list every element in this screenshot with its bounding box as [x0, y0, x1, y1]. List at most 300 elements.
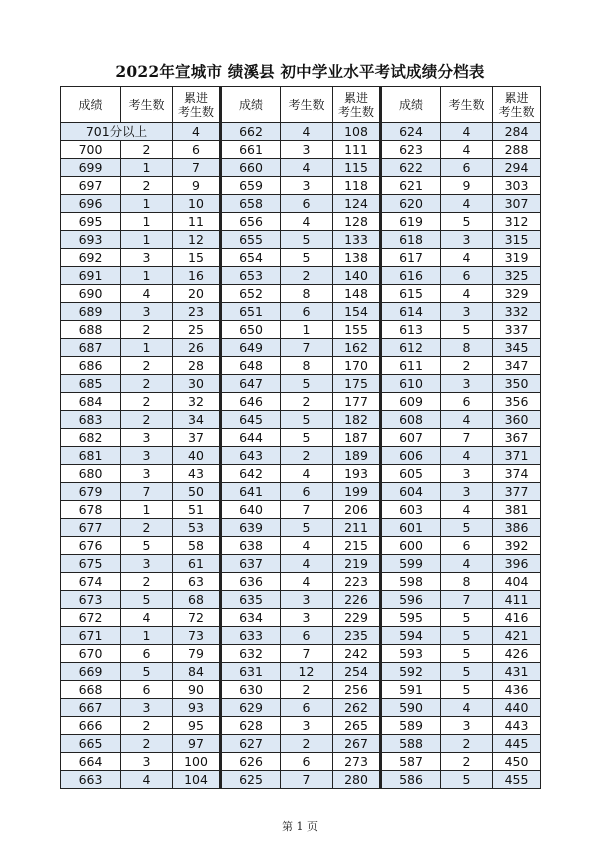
count-cell: 2 — [121, 375, 173, 393]
cumulative-cell: 411 — [493, 591, 541, 609]
cumulative-cell: 315 — [493, 231, 541, 249]
score-cell: 588 — [381, 735, 441, 753]
score-distribution-table — [60, 86, 541, 789]
cumulative-cell: 303 — [493, 177, 541, 195]
score-cell: 675 — [61, 555, 121, 573]
count-cell: 3 — [121, 249, 173, 267]
cumulative-cell: 63 — [173, 573, 221, 591]
cumulative-cell: 284 — [493, 123, 541, 141]
table-row — [61, 447, 541, 465]
cumulative-cell: 15 — [173, 249, 221, 267]
score-cell: 592 — [381, 663, 441, 681]
score-cell: 594 — [381, 627, 441, 645]
cumulative-cell: 307 — [493, 195, 541, 213]
score-cell: 599 — [381, 555, 441, 573]
header-score: 成绩 — [381, 87, 441, 123]
table-row — [61, 393, 541, 411]
score-cell: 661 — [221, 141, 281, 159]
table-row — [61, 555, 541, 573]
table-row — [61, 771, 541, 789]
page-number: 第 1 页 — [282, 820, 318, 833]
score-cell: 680 — [61, 465, 121, 483]
cumulative-cell: 100 — [173, 753, 221, 771]
count-cell: 3 — [441, 375, 493, 393]
count-cell: 4 — [281, 465, 333, 483]
count-cell: 4 — [121, 609, 173, 627]
score-cell: 696 — [61, 195, 121, 213]
table-row — [61, 465, 541, 483]
cumulative-cell: 34 — [173, 411, 221, 429]
score-cell: 671 — [61, 627, 121, 645]
count-cell: 4 — [441, 285, 493, 303]
score-cell: 679 — [61, 483, 121, 501]
score-cell: 655 — [221, 231, 281, 249]
cumulative-cell: 294 — [493, 159, 541, 177]
score-cell: 600 — [381, 537, 441, 555]
count-cell: 2 — [281, 735, 333, 753]
cumulative-cell: 111 — [333, 141, 381, 159]
score-cell: 682 — [61, 429, 121, 447]
score-cell: 625 — [221, 771, 281, 789]
cumulative-cell: 23 — [173, 303, 221, 321]
count-cell: 7 — [441, 429, 493, 447]
score-cell: 690 — [61, 285, 121, 303]
score-cell: 654 — [221, 249, 281, 267]
table-row — [61, 609, 541, 627]
score-cell: 621 — [381, 177, 441, 195]
score-cell: 617 — [381, 249, 441, 267]
count-cell: 3 — [281, 177, 333, 195]
table-row — [61, 753, 541, 771]
score-cell: 673 — [61, 591, 121, 609]
table-row — [61, 483, 541, 501]
header-count: 考生数 — [441, 87, 493, 123]
count-cell: 4 — [441, 195, 493, 213]
score-cell: 638 — [221, 537, 281, 555]
count-cell: 8 — [281, 357, 333, 375]
cumulative-cell: 235 — [333, 627, 381, 645]
header-score: 成绩 — [221, 87, 281, 123]
count-cell: 4 — [121, 285, 173, 303]
score-cell: 697 — [61, 177, 121, 195]
cumulative-cell: 9 — [173, 177, 221, 195]
cumulative-cell: 104 — [173, 771, 221, 789]
count-cell: 5 — [441, 609, 493, 627]
score-cell: 591 — [381, 681, 441, 699]
count-cell: 3 — [121, 465, 173, 483]
table-header-row — [61, 87, 541, 123]
score-cell: 605 — [381, 465, 441, 483]
count-cell: 2 — [281, 267, 333, 285]
score-cell: 630 — [221, 681, 281, 699]
cumulative-cell: 11 — [173, 213, 221, 231]
count-cell: 5 — [281, 429, 333, 447]
cumulative-cell: 72 — [173, 609, 221, 627]
score-cell: 640 — [221, 501, 281, 519]
cumulative-cell: 182 — [333, 411, 381, 429]
count-cell: 2 — [281, 447, 333, 465]
score-cell: 681 — [61, 447, 121, 465]
score-cell: 608 — [381, 411, 441, 429]
cumulative-cell: 4 — [173, 123, 221, 141]
count-cell: 5 — [281, 519, 333, 537]
cumulative-cell: 242 — [333, 645, 381, 663]
score-cell: 674 — [61, 573, 121, 591]
cumulative-cell: 440 — [493, 699, 541, 717]
cumulative-cell: 115 — [333, 159, 381, 177]
count-cell: 5 — [281, 411, 333, 429]
table-row — [61, 591, 541, 609]
cumulative-cell: 61 — [173, 555, 221, 573]
score-cell: 667 — [61, 699, 121, 717]
count-cell: 3 — [281, 591, 333, 609]
count-cell: 6 — [121, 681, 173, 699]
score-cell: 644 — [221, 429, 281, 447]
count-cell: 5 — [441, 771, 493, 789]
cumulative-cell: 280 — [333, 771, 381, 789]
score-cell: 596 — [381, 591, 441, 609]
score-cell: 613 — [381, 321, 441, 339]
score-cell: 670 — [61, 645, 121, 663]
count-cell: 5 — [121, 663, 173, 681]
score-cell: 695 — [61, 213, 121, 231]
score-cell: 590 — [381, 699, 441, 717]
score-cell: 645 — [221, 411, 281, 429]
score-cell: 601 — [381, 519, 441, 537]
count-cell: 4 — [441, 249, 493, 267]
cumulative-cell: 374 — [493, 465, 541, 483]
count-cell: 1 — [121, 159, 173, 177]
cumulative-cell: 40 — [173, 447, 221, 465]
cumulative-cell: 431 — [493, 663, 541, 681]
count-cell: 3 — [441, 231, 493, 249]
count-cell: 2 — [441, 357, 493, 375]
count-cell: 3 — [121, 555, 173, 573]
count-cell: 12 — [281, 663, 333, 681]
cumulative-cell: 128 — [333, 213, 381, 231]
count-cell: 2 — [121, 357, 173, 375]
count-cell: 1 — [121, 213, 173, 231]
score-cell: 678 — [61, 501, 121, 519]
count-cell: 1 — [121, 267, 173, 285]
count-cell: 1 — [121, 501, 173, 519]
count-cell: 3 — [441, 717, 493, 735]
table-row — [61, 699, 541, 717]
count-cell: 4 — [441, 555, 493, 573]
count-cell: 6 — [281, 753, 333, 771]
cumulative-cell: 25 — [173, 321, 221, 339]
count-cell: 8 — [441, 573, 493, 591]
score-cell: 606 — [381, 447, 441, 465]
count-cell: 2 — [281, 681, 333, 699]
table-row — [61, 411, 541, 429]
score-cell: 624 — [381, 123, 441, 141]
count-cell: 2 — [121, 717, 173, 735]
score-cell: 668 — [61, 681, 121, 699]
cumulative-cell: 404 — [493, 573, 541, 591]
cumulative-cell: 445 — [493, 735, 541, 753]
score-cell: 637 — [221, 555, 281, 573]
cumulative-cell: 360 — [493, 411, 541, 429]
table-row — [61, 159, 541, 177]
table-row — [61, 285, 541, 303]
count-cell: 1 — [281, 321, 333, 339]
cumulative-cell: 177 — [333, 393, 381, 411]
score-cell: 652 — [221, 285, 281, 303]
cumulative-cell: 392 — [493, 537, 541, 555]
count-cell: 3 — [441, 303, 493, 321]
cumulative-cell: 43 — [173, 465, 221, 483]
cumulative-cell: 199 — [333, 483, 381, 501]
score-cell: 669 — [61, 663, 121, 681]
cumulative-cell: 37 — [173, 429, 221, 447]
table-body — [61, 123, 541, 789]
count-cell: 3 — [441, 465, 493, 483]
score-cell: 683 — [61, 411, 121, 429]
count-cell: 7 — [121, 483, 173, 501]
cumulative-cell: 350 — [493, 375, 541, 393]
score-cell: 614 — [381, 303, 441, 321]
table-row — [61, 177, 541, 195]
count-cell: 3 — [121, 753, 173, 771]
cumulative-cell: 319 — [493, 249, 541, 267]
score-cell: 587 — [381, 753, 441, 771]
score-cell: 619 — [381, 213, 441, 231]
score-cell: 635 — [221, 591, 281, 609]
count-cell: 1 — [121, 627, 173, 645]
score-cell: 627 — [221, 735, 281, 753]
count-cell: 5 — [121, 591, 173, 609]
table-row — [61, 249, 541, 267]
count-cell: 5 — [441, 627, 493, 645]
cumulative-cell: 7 — [173, 159, 221, 177]
score-cell: 589 — [381, 717, 441, 735]
count-cell: 2 — [441, 735, 493, 753]
score-cell: 664 — [61, 753, 121, 771]
score-cell: 642 — [221, 465, 281, 483]
score-cell: 633 — [221, 627, 281, 645]
cumulative-cell: 6 — [173, 141, 221, 159]
table-row — [61, 339, 541, 357]
count-cell: 6 — [441, 267, 493, 285]
header-cumulative: 累进 考生数 — [173, 87, 221, 123]
score-cell: 651 — [221, 303, 281, 321]
count-cell: 4 — [281, 123, 333, 141]
header-score: 成绩 — [61, 87, 121, 123]
score-cell: 607 — [381, 429, 441, 447]
cumulative-cell: 329 — [493, 285, 541, 303]
score-cell: 641 — [221, 483, 281, 501]
score-cell: 618 — [381, 231, 441, 249]
score-cell: 623 — [381, 141, 441, 159]
cumulative-cell: 254 — [333, 663, 381, 681]
cumulative-cell: 332 — [493, 303, 541, 321]
count-cell: 3 — [281, 717, 333, 735]
table-row — [61, 231, 541, 249]
count-cell: 8 — [441, 339, 493, 357]
count-cell: 3 — [121, 447, 173, 465]
score-cell: 612 — [381, 339, 441, 357]
cumulative-cell: 108 — [333, 123, 381, 141]
score-cell: 593 — [381, 645, 441, 663]
count-cell: 4 — [441, 411, 493, 429]
cumulative-cell: 226 — [333, 591, 381, 609]
table-row — [61, 321, 541, 339]
score-cell: 650 — [221, 321, 281, 339]
cumulative-cell: 267 — [333, 735, 381, 753]
cumulative-cell: 371 — [493, 447, 541, 465]
cumulative-cell: 356 — [493, 393, 541, 411]
count-cell: 6 — [281, 627, 333, 645]
cumulative-cell: 443 — [493, 717, 541, 735]
header-cumulative: 累进 考生数 — [333, 87, 381, 123]
cumulative-cell: 193 — [333, 465, 381, 483]
table-row — [61, 303, 541, 321]
cumulative-cell: 337 — [493, 321, 541, 339]
count-cell: 4 — [281, 213, 333, 231]
cumulative-cell: 124 — [333, 195, 381, 213]
cumulative-cell: 436 — [493, 681, 541, 699]
count-cell: 6 — [441, 537, 493, 555]
count-cell: 5 — [441, 663, 493, 681]
count-cell: 3 — [121, 429, 173, 447]
cumulative-cell: 455 — [493, 771, 541, 789]
cumulative-cell: 265 — [333, 717, 381, 735]
cumulative-cell: 262 — [333, 699, 381, 717]
cumulative-cell: 345 — [493, 339, 541, 357]
cumulative-cell: 20 — [173, 285, 221, 303]
table-row — [61, 141, 541, 159]
score-cell: 628 — [221, 717, 281, 735]
cumulative-cell: 367 — [493, 429, 541, 447]
score-cell: 660 — [221, 159, 281, 177]
score-cell: 658 — [221, 195, 281, 213]
cumulative-cell: 162 — [333, 339, 381, 357]
count-cell: 6 — [441, 159, 493, 177]
score-cell: 609 — [381, 393, 441, 411]
cumulative-cell: 450 — [493, 753, 541, 771]
score-cell: 659 — [221, 177, 281, 195]
score-cell: 615 — [381, 285, 441, 303]
score-cell: 700 — [61, 141, 121, 159]
count-cell: 3 — [441, 483, 493, 501]
score-cell: 665 — [61, 735, 121, 753]
count-cell: 7 — [281, 501, 333, 519]
count-cell: 2 — [121, 519, 173, 537]
table-row — [61, 429, 541, 447]
score-cell: 611 — [381, 357, 441, 375]
score-cell: 656 — [221, 213, 281, 231]
table-row — [61, 627, 541, 645]
cumulative-cell: 396 — [493, 555, 541, 573]
count-cell: 2 — [121, 735, 173, 753]
cumulative-cell: 206 — [333, 501, 381, 519]
count-cell: 4 — [441, 141, 493, 159]
score-cell: 693 — [61, 231, 121, 249]
score-cell: 676 — [61, 537, 121, 555]
header-count: 考生数 — [121, 87, 173, 123]
cumulative-cell: 53 — [173, 519, 221, 537]
score-cell: 639 — [221, 519, 281, 537]
cumulative-cell: 426 — [493, 645, 541, 663]
score-cell: 626 — [221, 753, 281, 771]
table-row — [61, 735, 541, 753]
cumulative-cell: 16 — [173, 267, 221, 285]
table-row — [61, 213, 541, 231]
cumulative-cell: 325 — [493, 267, 541, 285]
cumulative-cell: 95 — [173, 717, 221, 735]
count-cell: 5 — [281, 231, 333, 249]
cumulative-cell: 386 — [493, 519, 541, 537]
cumulative-cell: 133 — [333, 231, 381, 249]
score-cell: 684 — [61, 393, 121, 411]
score-cell: 629 — [221, 699, 281, 717]
cumulative-cell: 381 — [493, 501, 541, 519]
cumulative-cell: 10 — [173, 195, 221, 213]
table-row — [61, 195, 541, 213]
count-cell: 4 — [281, 537, 333, 555]
count-cell: 5 — [441, 681, 493, 699]
table-row — [61, 573, 541, 591]
score-cell: 632 — [221, 645, 281, 663]
count-cell: 3 — [281, 609, 333, 627]
cumulative-cell: 155 — [333, 321, 381, 339]
count-cell: 2 — [121, 411, 173, 429]
score-cell: 666 — [61, 717, 121, 735]
score-cell: 688 — [61, 321, 121, 339]
cumulative-cell: 256 — [333, 681, 381, 699]
score-cell: 586 — [381, 771, 441, 789]
count-cell: 3 — [121, 303, 173, 321]
cumulative-cell: 148 — [333, 285, 381, 303]
cumulative-cell: 229 — [333, 609, 381, 627]
score-cell: 672 — [61, 609, 121, 627]
score-cell: 686 — [61, 357, 121, 375]
cumulative-cell: 189 — [333, 447, 381, 465]
cumulative-cell: 273 — [333, 753, 381, 771]
score-cell: 677 — [61, 519, 121, 537]
score-cell: 685 — [61, 375, 121, 393]
cumulative-cell: 51 — [173, 501, 221, 519]
cumulative-cell: 90 — [173, 681, 221, 699]
score-cell: 662 — [221, 123, 281, 141]
count-cell: 5 — [441, 645, 493, 663]
count-cell: 4 — [281, 573, 333, 591]
score-cell: 692 — [61, 249, 121, 267]
count-cell: 4 — [441, 123, 493, 141]
count-cell: 6 — [281, 195, 333, 213]
cumulative-cell: 421 — [493, 627, 541, 645]
count-cell: 4 — [281, 555, 333, 573]
count-cell: 6 — [441, 393, 493, 411]
count-cell: 3 — [281, 141, 333, 159]
count-cell: 8 — [281, 285, 333, 303]
count-cell: 5 — [441, 321, 493, 339]
cumulative-cell: 187 — [333, 429, 381, 447]
count-cell: 4 — [441, 501, 493, 519]
table-row — [61, 501, 541, 519]
cumulative-cell: 28 — [173, 357, 221, 375]
table-row — [61, 267, 541, 285]
cumulative-cell: 50 — [173, 483, 221, 501]
score-cell: 636 — [221, 573, 281, 591]
table-row — [61, 357, 541, 375]
header-count: 考生数 — [281, 87, 333, 123]
count-cell: 5 — [121, 537, 173, 555]
count-cell: 6 — [121, 645, 173, 663]
cumulative-cell: 377 — [493, 483, 541, 501]
count-cell: 4 — [281, 159, 333, 177]
